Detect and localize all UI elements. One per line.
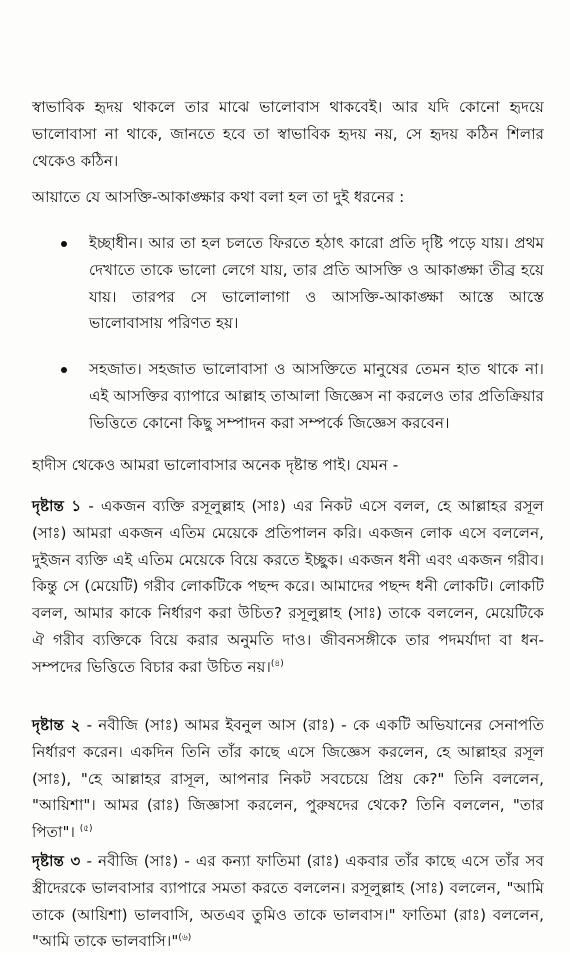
example-3-text: - নবীজি (সাঃ) - এর কন্যা ফাতিমা (রাঃ) একবার তাঁর কাছে এসে তাঁর সব স্ত্রীদেরকে ভালবাসার ব্যাপারে সমতা করতে বললেন। রসূলুল্লাহ (সাঃ) বললেন, "আমি তাকে (আয়িশা) ভালবাসি, অতএব তুমিও তাকে ভালবাস।" ফাতিমা (রাঃ) বললেন, "আমি তাকে ভালবাসি।"	[32, 852, 544, 951]
example-2-label: দৃষ্টান্ত ২	[32, 716, 81, 734]
bullet-icon	[61, 367, 67, 373]
example-1-text: - একজন ব্যক্তি রসূলুল্লাহ (সাঃ) এর নিকট এসে বলল, হে আল্লাহর রসূল (সাঃ) আমরা একজন এতিম মেয়েকে প্রতিপালন করি। একজন লোক এসে বললেন, দুইজন ব্যক্তি এই এতিম মেয়েকে বিয়ে করতে ইচ্ছুক। একজন ধনী এবং একজন গরীব। কিন্তু সে (মেয়েটি) গরীব লোকটিকে পছন্দ করে। আমাদের পছন্দ ধনী লোকটি। লোকটি বলল, আমার কাকে নির্ধারণ করা উচিত? রসূলুল্লাহ (সাঃ) তাকে বললেন, মেয়েটিকে ঐ গরীব ব্যক্তিকে বিয়ে করার অনুমতি দাও। জীবনসঙ্গীকে তার পদমর্যাদা বা ধন-সম্পদের ভিত্তিতে বিচার করা উচিত নয়।	[32, 497, 544, 676]
list-item	[32, 230, 544, 337]
example-2-paragraph	[32, 712, 544, 846]
types-intro-text: আয়াতে যে আসক্তি-আকাঙ্ক্ষার কথা বলা হল তা দুই ধরনের :	[32, 188, 405, 206]
example-3-paragraph	[32, 848, 544, 955]
list-item	[32, 356, 544, 436]
example-2-citation: (৫)	[79, 824, 93, 835]
types-list	[32, 230, 544, 456]
example-3-citation: (৬)	[178, 933, 192, 944]
bullet-text: সহজাত। সহজাত ভালোবাসা ও আসক্তিতে মানুষের তেমন হাত থাকে না। এই আসক্তির ব্যাপারে আল্লাহ তাআলা জিজ্ঞেস না করলেও তার প্রতিক্রিয়ার ভিত্তিতে কোনো কিছু সম্পাদন করা সম্পর্কে জিজ্ঞেস করবেন।	[89, 360, 544, 432]
bullet-text: ইচ্ছাধীন। আর তা হল চলতে ফিরতে হঠাৎ কারো প্রতি দৃষ্টি পড়ে যায়। প্রথম দেখাতে তাকে ভালো লেগে যায়, তার প্রতি আসক্তি ও আকাঙ্ক্ষা তীব্র হয়ে যায়। তারপর সে ভালোলাগা ও আসক্তি-আকাঙ্ক্ষা আস্তে আস্তে ভালোবাসায় পরিণত হয়।	[89, 234, 544, 333]
example-1-paragraph	[32, 493, 544, 681]
hadith-intro-paragraph	[32, 452, 544, 479]
intro-text: স্বাভাবিক হৃদয় থাকলে তার মাঝে ভালোবাস থাকবেই। আর যদি কোনো হৃদয়ে ভালোবাসা না থাকে, জানতে হবে তা স্বাভাবিক হৃদয় নয়, সে হৃদয় কঠিন শিলার থেকেও কঠিন।	[32, 98, 544, 170]
example-1-label: দৃষ্টান্ত ১	[32, 497, 82, 515]
intro-paragraph	[32, 94, 544, 174]
example-2-text: - নবীজি (সাঃ) আমর ইবনুল আস (রাঃ) - কে একটি অভিযানের সেনাপতি নির্ধারণ করেন। একদিন তিনি তাঁর কাছে এসে জিজ্ঞেস করলেন, হে আল্লাহর রসূল (সাঃ), "হে আল্লাহর রাসূল, আপনার নিকট সবচেয়ে প্রিয় কে?" তিনি বললেন, "আয়িশা"। আমর (রাঃ) জিজ্ঞাসা করলেন, পুরুষদের থেকে? তিনি বললেন, "তার পিতা"।	[32, 716, 544, 842]
example-1-citation: (৪)	[270, 658, 284, 669]
types-intro-paragraph	[32, 184, 544, 211]
example-3-label: দৃষ্টান্ত ৩	[32, 852, 81, 870]
hadith-intro-text: হাদীস থেকেও আমরা ভালোবাসার অনেক দৃষ্টান্ত পাই। যেমন -	[32, 456, 399, 474]
bullet-icon	[61, 241, 67, 247]
